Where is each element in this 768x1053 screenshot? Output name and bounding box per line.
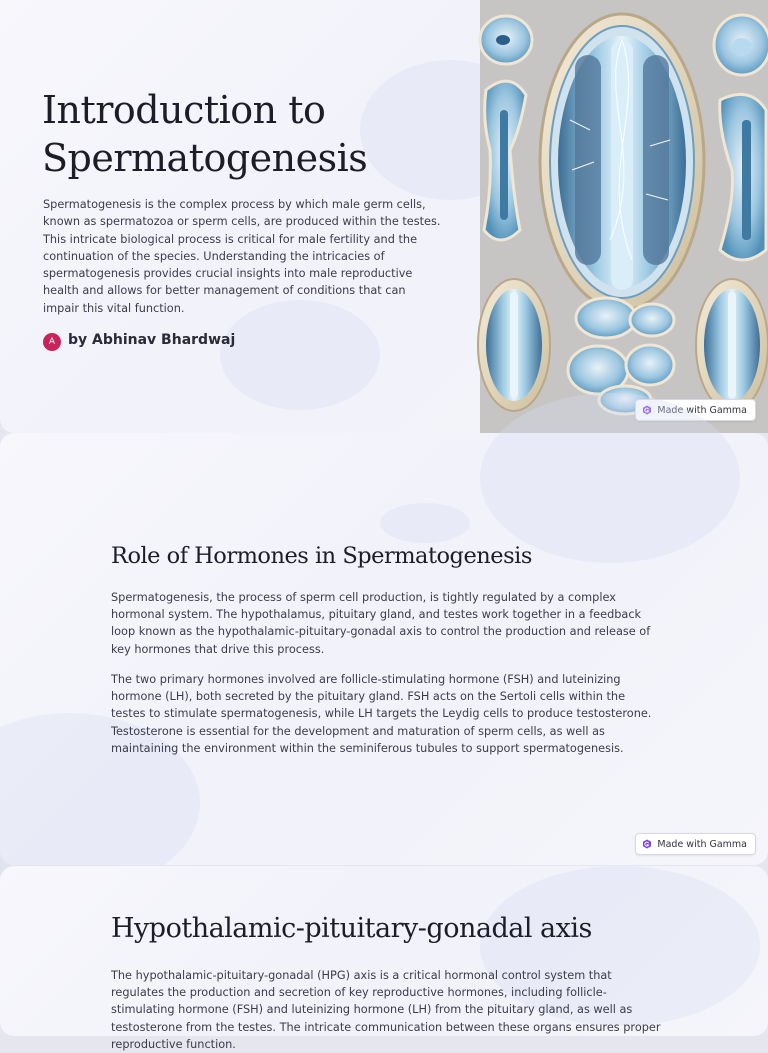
slide-title: Introduction to Spermatogenesis (42, 88, 368, 180)
slide-role-of-hormones (0, 433, 768, 865)
hormone-paragraph-2: The two primary hormones involved are follicle-stimulating hormone (FSH) and luteinizing hormone (LH), both secreted by the pituitary gland. FSH acts on the Sertoli cells within the testes to stimulate spermatogenesis, while LH targets the Leydig cells to produce testosterone. Testosterone is essential for the development and maturation of sperm cells, as well as maintaining the environment within the seminiferous tubules to support spermatogenesis. (111, 673, 652, 755)
slide-introduction (0, 0, 768, 433)
hpg-paragraph: The hypothalamic-pituitary-gonadal (HPG) axis is a critical hormonal control system that regulates the production and secretion of key reproductive hormones, including follicle-stimulating hormone (FSH) and luteinizing hormone (LH) from the pituitary gland, as well as testosterone from the testes. The intricate communication between these organs ensures proper reproductive function. (111, 969, 661, 1051)
author-byline (43, 329, 235, 351)
author-name: by Abhinav Bhardwaj (68, 332, 236, 348)
avatar: A (43, 333, 61, 351)
gamma-logo-icon (642, 839, 652, 849)
made-with-gamma-badge[interactable] (635, 833, 756, 855)
slide-title: Role of Hormones in Spermatogenesis (111, 543, 532, 569)
badge-label: Made with Gamma (657, 404, 747, 416)
tubule-illustration-icon (480, 0, 768, 433)
gamma-logo-icon (642, 405, 652, 415)
intro-paragraph: Spermatogenesis is the complex process by which male germ cells, known as spermatozoa or sperm cells, are produced within the testes. This intricate biological process is critical for male fertility and the continuation of the species. Understanding the intricacies of spermatogenesis provides crucial insights into male reproductive health and allows for better management of conditions that can impair this vital function. (43, 198, 441, 315)
seminiferous-tubule-illustration (480, 0, 768, 433)
background-blob (380, 503, 470, 543)
slide-hpg-axis (0, 866, 768, 1051)
badge-label: Made with Gamma (657, 838, 747, 850)
slide-title: Hypothalamic-pituitary-gonadal axis (111, 913, 592, 944)
hormone-paragraph-1: Spermatogenesis, the process of sperm cell production, is tightly regulated by a complex hormonal system. The hypothalamus, pituitary gland, and testes work together in a feedback loop known as the hypothalamic-pituitary-gonadal axis to control the production and release of key hormones that drive this process. (111, 591, 651, 656)
made-with-gamma-badge[interactable] (635, 399, 756, 421)
